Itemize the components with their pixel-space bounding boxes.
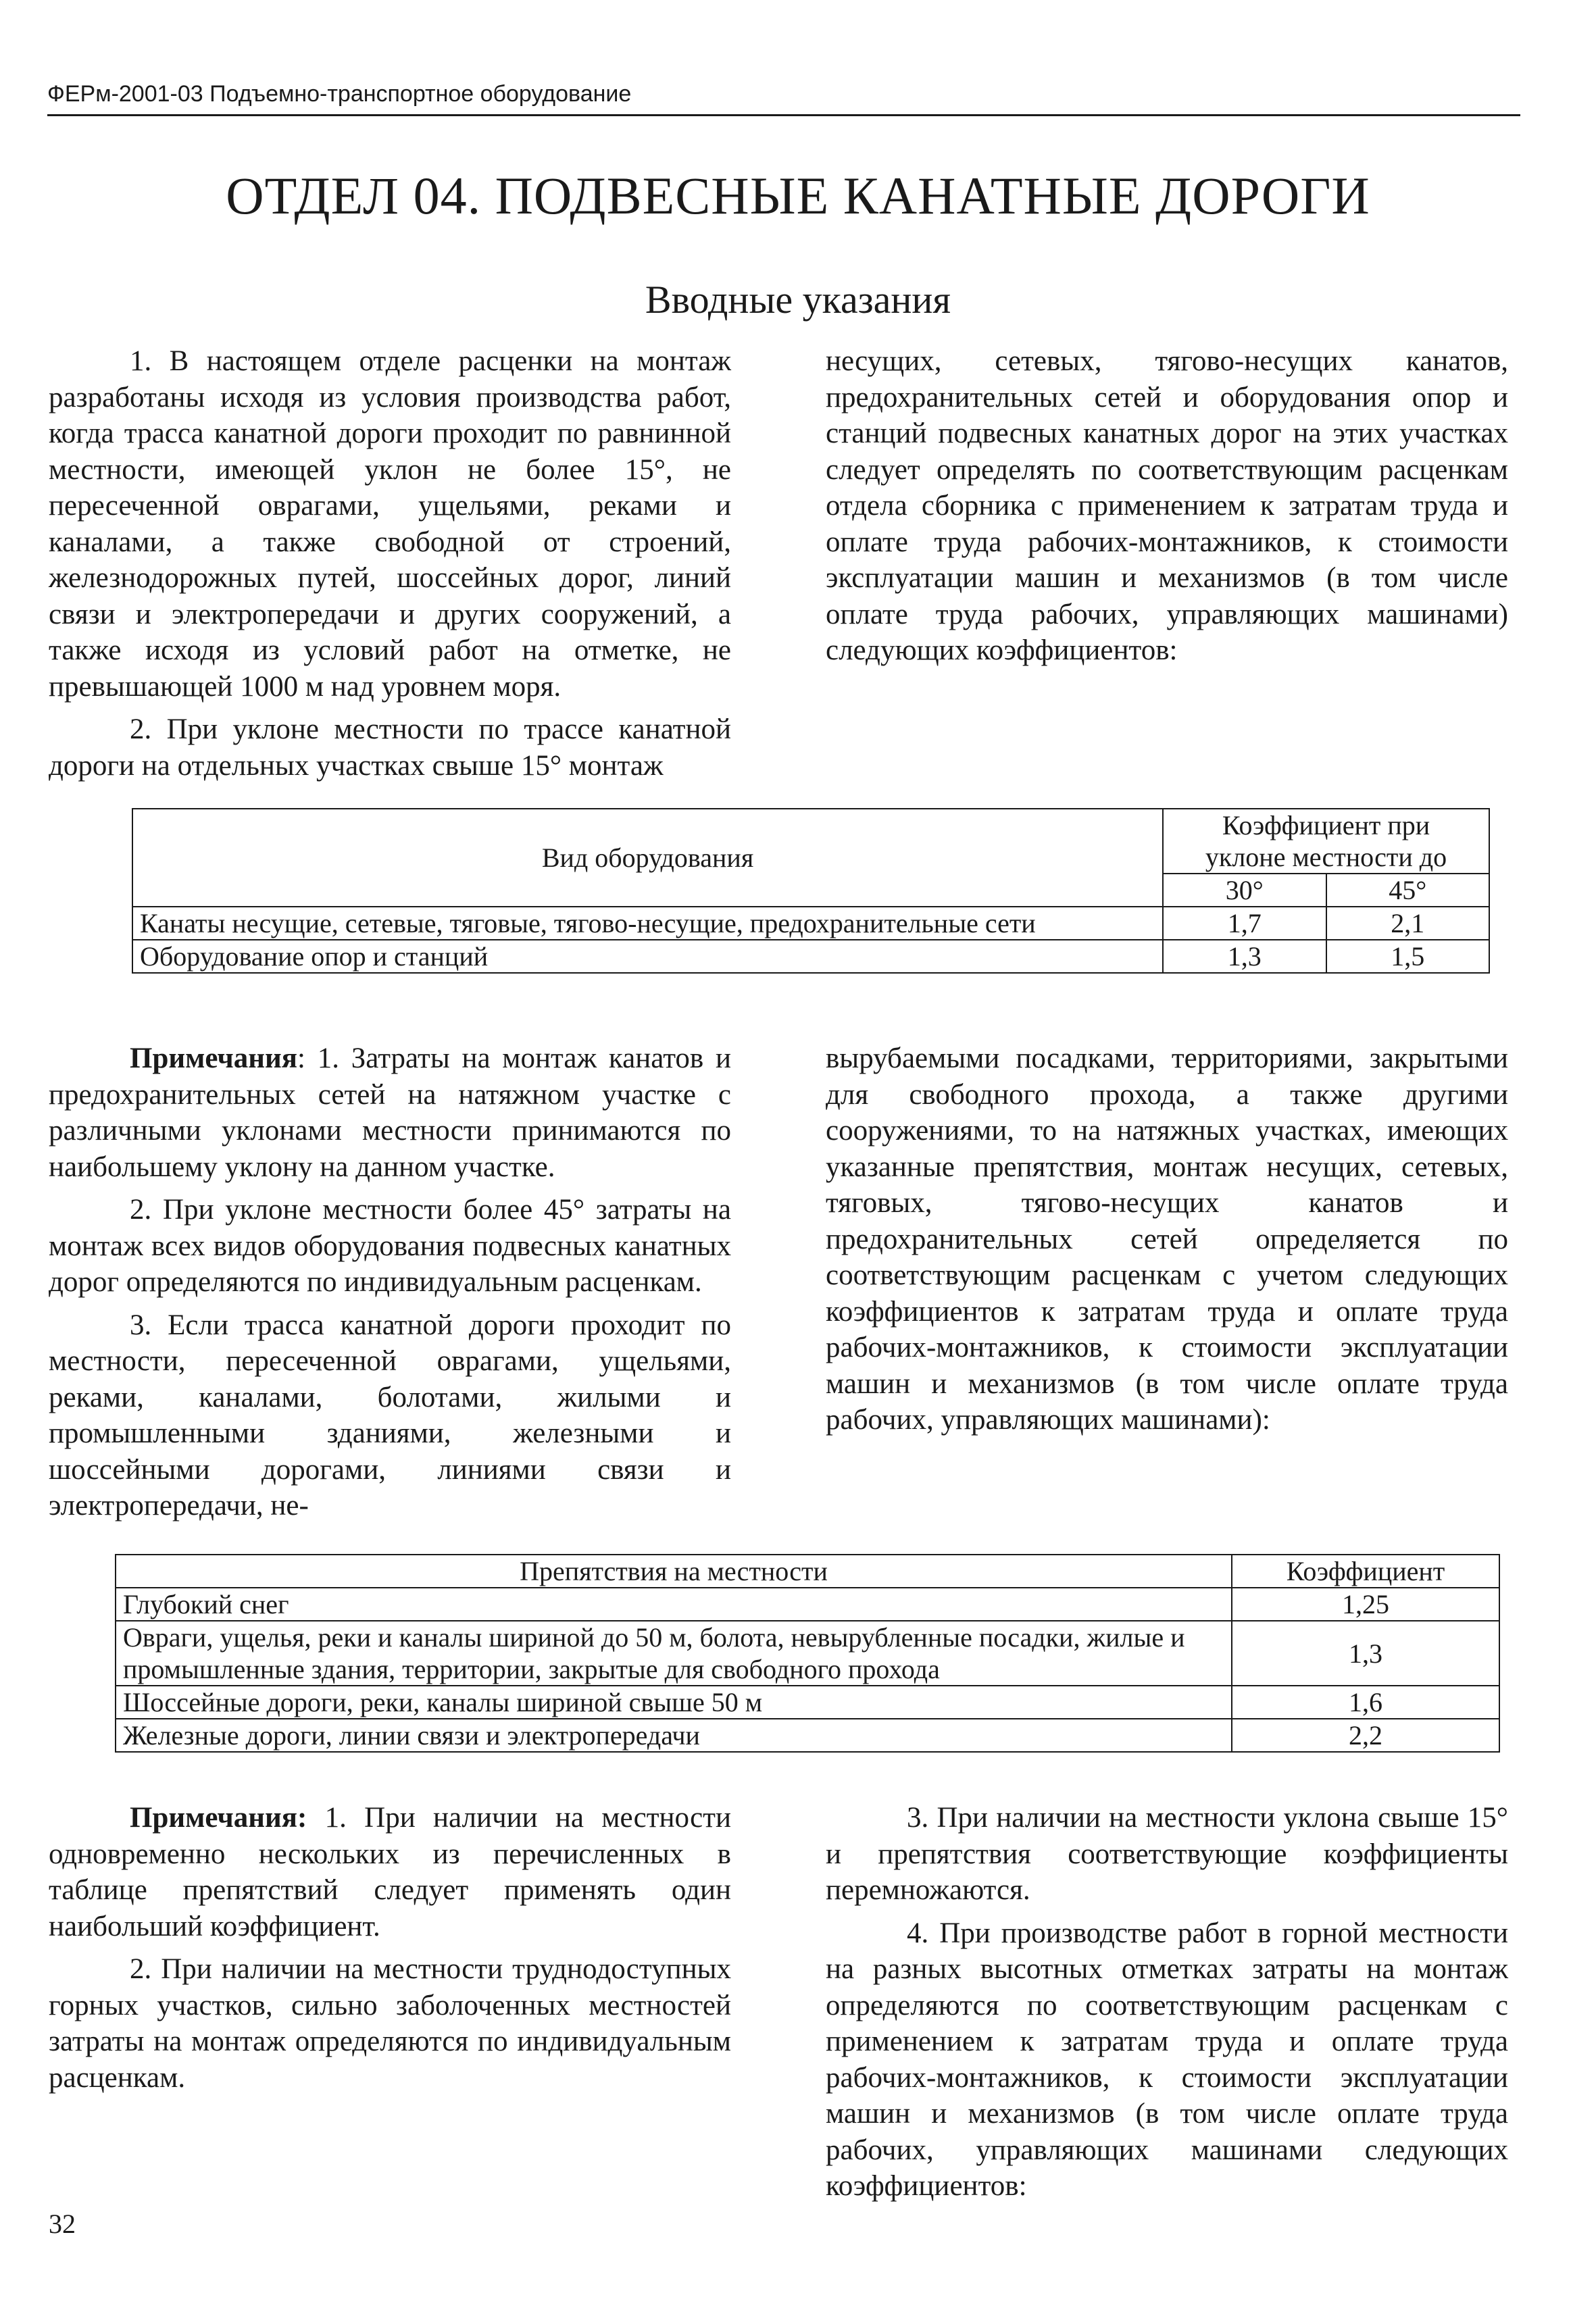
column-header-coefficient: [1163, 809, 1489, 874]
coefficient-45: 2,1: [1326, 907, 1489, 940]
page-number: 32: [49, 2209, 76, 2239]
obstacle-name: Железные дороги, линии связи и электропередачи: [116, 1719, 1232, 1752]
column-header-30-degrees: 30°: [1163, 874, 1326, 907]
notes2-right-column: [826, 1800, 1508, 2211]
table-row: [132, 907, 1489, 940]
intro-left-column: [49, 343, 731, 790]
coefficient-header-line-2: уклоне местности до: [1205, 842, 1447, 872]
note-1: [49, 1040, 731, 1185]
notes1-right-column: [826, 1040, 1508, 1445]
obstacle-name: Шоссейные дороги, реки, каналы шириной свыше 50 м: [116, 1686, 1232, 1719]
note-2-4: 4. При производстве работ в горной местности на разных высотных отметках затраты на монтаж определяются по соответствующим расценкам с применением к затратам труда и оплате труда рабочих-монтажников, к стоимости эксплуатации машин и механизмов (в том числе оплате труда рабочих, управляющих машинами следующих коэффициентов:: [826, 1917, 1508, 2202]
section-title: ОТДЕЛ 04. ПОДВЕСНЫЕ КАНАТНЫЕ ДОРОГИ: [226, 166, 1370, 225]
table-row: [116, 1719, 1499, 1752]
column-header-equipment: Вид оборудования: [132, 809, 1163, 907]
notes2-left-column: [49, 1800, 731, 2103]
obstacle-coefficient: 1,3: [1232, 1621, 1499, 1686]
column-header-coefficient: Коэффициент: [1232, 1555, 1499, 1588]
slope-coefficient-table: [132, 808, 1490, 974]
note-2-1-text: 1. При наличии на местности одновременно нескольких из перечисленных в таблице препятствий следует применять один наибольший коэффициент.: [49, 1802, 731, 1942]
equipment-name: Канаты несущие, сетевые, тяговые, тягово-несущие, предохранительные сети: [132, 907, 1163, 940]
note-2-1: [49, 1800, 731, 1944]
column-header-obstacle: Препятствия на местности: [116, 1555, 1232, 1588]
note-2-2: 2. При наличии на местности труднодоступных горных участков, сильно заболоченных местностей затраты на монтаж определяются по индивидуальным расценкам.: [49, 1953, 731, 2094]
coefficient-30: 1,3: [1163, 940, 1326, 973]
coefficient-30: 1,7: [1163, 907, 1326, 940]
obstacle-name: Глубокий снег: [116, 1588, 1232, 1621]
note-2: 2. При уклоне местности более 45° затраты на монтаж всех видов оборудования подвесных канатных дорог определяются по индивидуальным расценкам.: [49, 1194, 731, 1298]
notes-label: Примечания:: [130, 1802, 307, 1834]
running-header: ФЕРм-2001-03 Подъемно-транспортное оборудование: [47, 81, 1520, 116]
intro-paragraph-2-continued: несущих, сетевых, тягово-несущих канатов, предохранительных сетей и оборудования опор и станций подвесных канатных дорог на этих участках следует определять по соответствующим расценкам отдела сборника с применением к затратам труда и оплате труда рабочих-монтажников, к стоимости эксплуатации машин и механизмов (в том числе оплате труда рабочих, управляющих машинами) следующих коэффициентов:: [826, 345, 1508, 666]
obstacle-coefficient: 1,6: [1232, 1686, 1499, 1719]
equipment-name: Оборудование опор и станций: [132, 940, 1163, 973]
notes-label: Примечания: [130, 1042, 298, 1074]
table-row: [116, 1621, 1499, 1686]
note-3-continued: вырубаемыми посадками, территориями, закрытыми для свободного прохода, а также другими сооружениями, то на натяжных участках, имеющих указанные препятствия, монтаж несущих, сетевых, тяговых, тягово-несущих канатов и предохранительных сетей определяется по соответствующим расценкам с учетом следующих коэффициентов к затратам труда и оплате труда рабочих-монтажников, к стоимости эксплуатации машин и механизмов (в том числе оплате труда рабочих, управляющих машинами):: [826, 1042, 1508, 1436]
notes1-left-column: [49, 1040, 731, 1531]
obstacle-coefficient: 2,2: [1232, 1719, 1499, 1752]
column-header-45-degrees: 45°: [1326, 874, 1489, 907]
note-3: 3. Если трасса канатной дороги проходит по местности, пересеченной оврагами, ущельями, реками, каналами, болотами, жилыми и промышленными зданиями, железными и шоссейными дорогами, линиями связи и электропередачи, не-: [49, 1309, 731, 1521]
coefficient-header-line-1: Коэффициент при: [1222, 810, 1430, 840]
obstacle-name: Овраги, ущелья, реки и каналы шириной до 50 м, болота, невырубленные посадки, жилые и промышленные здания, территории, закрытые для свободного прохода: [116, 1621, 1232, 1686]
intro-paragraph-2: 2. При уклоне местности по трассе канатной дороги на отдельных участках свыше 15° монтаж: [49, 713, 731, 782]
table-row: [132, 940, 1489, 973]
obstacle-coefficient: 1,25: [1232, 1588, 1499, 1621]
intro-paragraph-1: 1. В настоящем отделе расценки на монтаж разработаны исходя из условия производства работ, когда трасса канатной дороги проходит по равнинной местности, имеющей уклон не более 15°, не пересеченной оврагами, ущельями, реками и каналами, а также свободной от строений, железнодорожных путей, шоссейных дорог, линий связи и электропередачи и других сооружений, а также исходя из условий работ на отметке, не превышающей 1000 м над уровнем моря.: [49, 345, 731, 703]
intro-right-column: [826, 343, 1508, 676]
table-row: [116, 1588, 1499, 1621]
obstacle-coefficient-table: [115, 1554, 1500, 1753]
coefficient-45: 1,5: [1326, 940, 1489, 973]
table-row: [116, 1686, 1499, 1719]
note-1-text: : 1. Затраты на монтаж канатов и предохранительных сетей на натяжном участке с различными уклонами местности принимаются по наибольшему уклону на данном участке.: [49, 1042, 731, 1183]
subtitle: Вводные указания: [645, 278, 951, 322]
note-2-3: 3. При наличии на местности уклона свыше 15° и препятствия соответствующие коэффициенты перемножаются.: [826, 1802, 1508, 1906]
